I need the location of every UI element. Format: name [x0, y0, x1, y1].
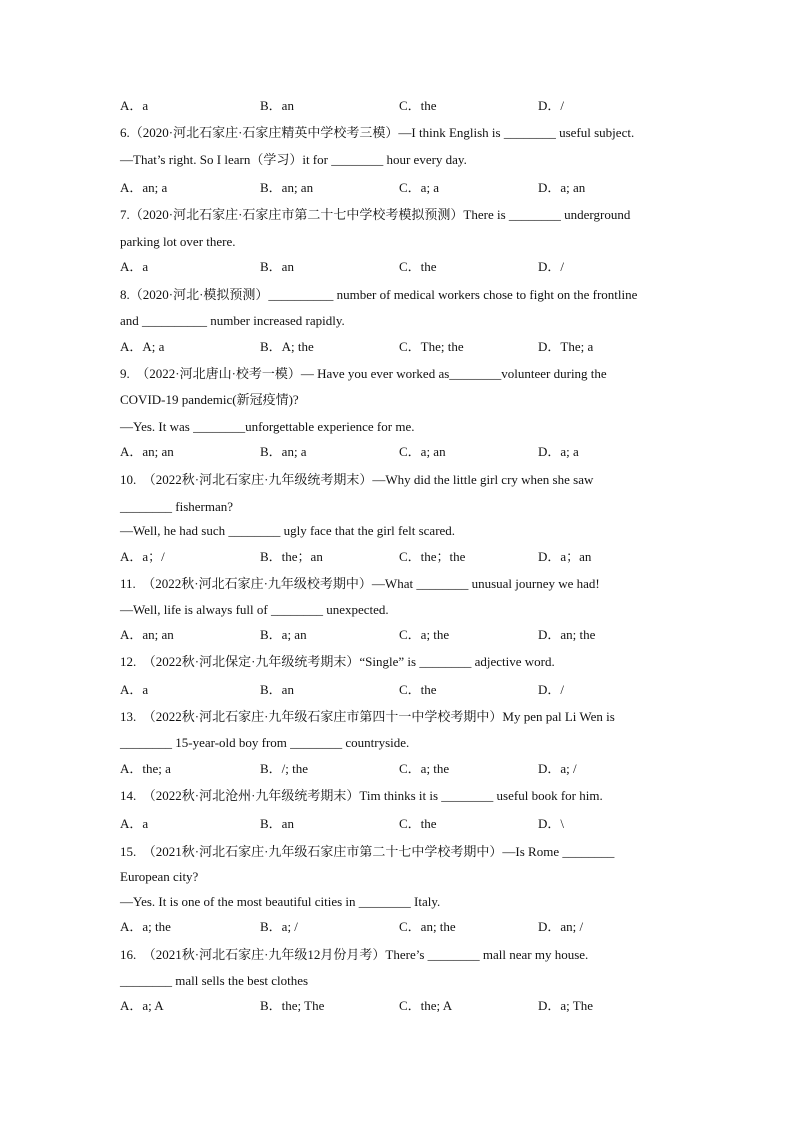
- option-d: D．a；an: [538, 549, 592, 564]
- option-a: A．a: [120, 98, 149, 113]
- option-a: A．A; a: [120, 339, 165, 354]
- option-b: B．an: [260, 816, 294, 831]
- option-a: A．a; A: [120, 998, 164, 1013]
- option-b: B．an: [260, 259, 294, 274]
- option-d: D．a; The: [538, 998, 593, 1013]
- option-b: B．an: [260, 682, 294, 697]
- option-a: A．the; a: [120, 761, 171, 776]
- question-text-continued: —Yes. It was ________unforgettable experience for me.: [120, 419, 415, 434]
- question-text-continued: and __________ number increased rapidly.: [120, 313, 345, 328]
- option-c: C．a; an: [399, 444, 446, 459]
- answer-options: [120, 98, 680, 114]
- question-text-continued: ________ 15-year-old boy from ________ countryside.: [120, 735, 410, 750]
- question-text-continued: parking lot over there.: [120, 234, 236, 249]
- option-c: C．the: [399, 682, 437, 697]
- option-c: C．an; the: [399, 919, 456, 934]
- question-text-continued: ________ fisherman?: [120, 499, 234, 514]
- option-b: B．a; /: [260, 919, 298, 934]
- option-a: A．a: [120, 682, 149, 697]
- option-d: D．/: [538, 98, 565, 113]
- option-b: B．an; an: [260, 180, 314, 195]
- question-text: 9. （2022·河北唐山·校考一模）— Have you ever worked as________volunteer during the: [120, 366, 607, 381]
- answer-options: [120, 919, 680, 935]
- option-a: A．a: [120, 816, 149, 831]
- question-text: 12. （2022秋·河北保定·九年级统考期末）“Single” is ________ adjective word.: [120, 654, 555, 669]
- option-d: D．/: [538, 259, 565, 274]
- answer-options: [120, 549, 680, 565]
- option-c: C．the: [399, 98, 437, 113]
- option-b: B．an; a: [260, 444, 307, 459]
- answer-options: [120, 998, 680, 1014]
- option-b: B．the；an: [260, 549, 323, 564]
- option-a: A．a: [120, 259, 149, 274]
- option-c: C．the; A: [399, 998, 453, 1013]
- answer-options: [120, 444, 680, 460]
- option-b: B．/; the: [260, 761, 309, 776]
- question-text-continued: —That’s right. So I learn（学习）it for ________ hour every day.: [120, 152, 467, 167]
- option-c: C．a; the: [399, 761, 450, 776]
- option-a: A．a；/: [120, 549, 165, 564]
- question-text-continued: —Well, life is always full of ________ unexpected.: [120, 602, 389, 617]
- option-c: C．a; the: [399, 627, 450, 642]
- option-a: A．an; a: [120, 180, 168, 195]
- option-b: B．A; the: [260, 339, 314, 354]
- option-d: D．a; a: [538, 444, 579, 459]
- option-d: D．\: [538, 816, 565, 831]
- option-d: D．an; the: [538, 627, 596, 642]
- question-text-continued: —Yes. It is one of the most beautiful cities in ________ Italy.: [120, 894, 441, 909]
- option-c: C．the；the: [399, 549, 466, 564]
- option-d: D．a; an: [538, 180, 586, 195]
- answer-options: [120, 682, 680, 698]
- option-d: D．The; a: [538, 339, 594, 354]
- answer-options: [120, 180, 680, 196]
- question-text: 6.（2020·河北石家庄·石家庄精英中学校考三模）—I think English is ________ useful subject.: [120, 125, 635, 140]
- answer-options: [120, 259, 680, 275]
- option-c: C．a; a: [399, 180, 440, 195]
- option-c: C．the: [399, 259, 437, 274]
- question-text: 15. （2021秋·河北石家庄·九年级石家庄市第二十七中学校考期中）—Is Rome ________: [120, 844, 615, 859]
- option-d: D．a; /: [538, 761, 577, 776]
- question-text: 16. （2021秋·河北石家庄·九年级12月份月考）There’s ________ mall near my house.: [120, 947, 589, 962]
- option-c: C．the: [399, 816, 437, 831]
- option-b: B．a; an: [260, 627, 307, 642]
- answer-options: [120, 761, 680, 777]
- question-text: 7.（2020·河北石家庄·石家庄市第二十七中学校考模拟预测）There is ________ underground: [120, 207, 631, 222]
- question-text: 11. （2022秋·河北石家庄·九年级校考期中）—What ________ unusual journey we had!: [120, 576, 600, 591]
- option-b: B．an: [260, 98, 294, 113]
- option-a: A．a; the: [120, 919, 171, 934]
- question-text-continued: ________ mall sells the best clothes: [120, 973, 309, 988]
- option-c: C．The; the: [399, 339, 464, 354]
- question-text: 13. （2022秋·河北石家庄·九年级石家庄市第四十一中学校考期中）My pen pal Li Wen is: [120, 709, 615, 724]
- answer-options: [120, 816, 680, 832]
- question-text: 8.（2020·河北·模拟预测）__________ number of medical workers chose to fight on the frontline: [120, 287, 638, 302]
- question-text-continued: —Well, he had such ________ ugly face that the girl felt scared.: [120, 523, 456, 538]
- question-text: 10. （2022秋·河北石家庄·九年级统考期末）—Why did the little girl cry when she saw: [120, 472, 594, 487]
- option-a: A．an; an: [120, 444, 174, 459]
- question-text: 14. （2022秋·河北沧州·九年级统考期末）Tim thinks it is ________ useful book for him.: [120, 788, 603, 803]
- option-a: A．an; an: [120, 627, 174, 642]
- option-d: D．an; /: [538, 919, 584, 934]
- answer-options: [120, 339, 680, 355]
- answer-options: [120, 627, 680, 643]
- option-b: B．the; The: [260, 998, 325, 1013]
- question-text-continued: COVID-19 pandemic(新冠疫情)?: [120, 392, 299, 407]
- option-d: D．/: [538, 682, 565, 697]
- question-text-continued: European city?: [120, 869, 199, 884]
